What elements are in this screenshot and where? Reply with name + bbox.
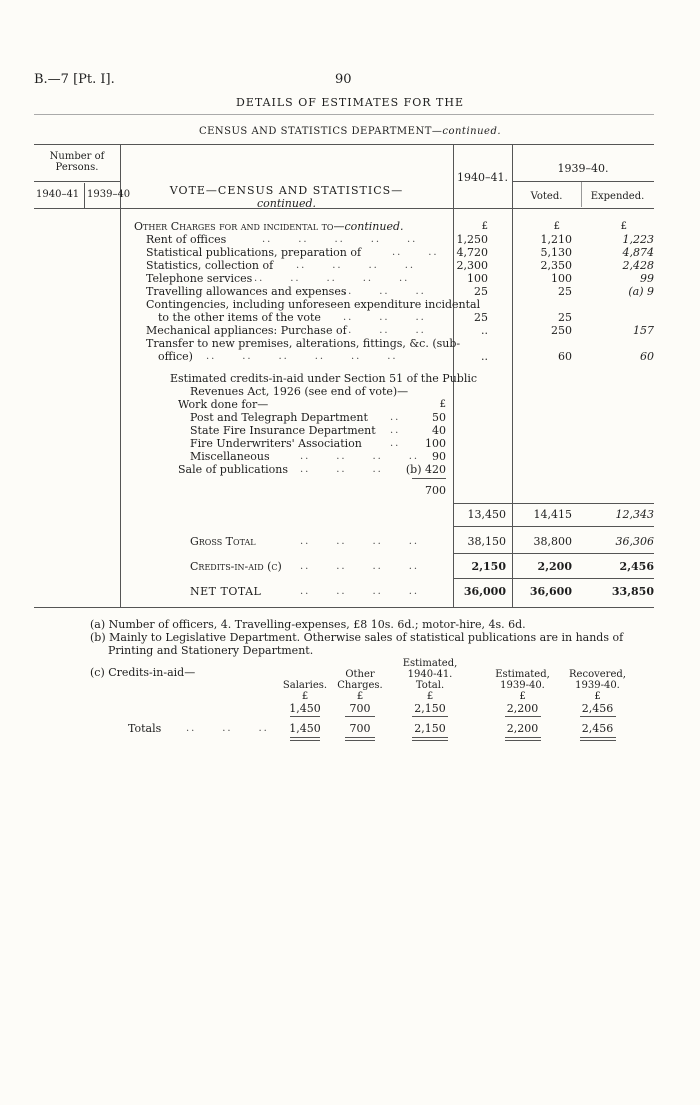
table-cell: 2,150 bbox=[414, 702, 446, 715]
col-header-other-l2: Charges. bbox=[337, 680, 383, 691]
persons-label: Number of Persons. bbox=[49, 151, 105, 173]
item-expended-value: 2,428 bbox=[622, 259, 654, 272]
leader-dots: .. .. .. bbox=[343, 312, 426, 323]
col-header-salaries: Salaries. bbox=[282, 680, 328, 691]
item-expended-value: 4,874 bbox=[622, 246, 654, 259]
currency-voted: £ bbox=[553, 221, 560, 232]
sum-rule bbox=[505, 716, 541, 717]
currency-expended: £ bbox=[620, 221, 627, 232]
item-voted-value: 250 bbox=[551, 324, 572, 337]
sum-rule bbox=[290, 716, 320, 717]
col-header-estimated-l1: Estimated, bbox=[402, 658, 458, 669]
year-1939-header: 1939–40. bbox=[557, 162, 609, 175]
subtotal-top-rule bbox=[453, 503, 654, 504]
table-cell: 700 bbox=[349, 702, 371, 715]
totals-cell: 2,456 bbox=[581, 722, 614, 735]
item-label: Contingencies, including unforeseen expenditure incidental bbox=[146, 298, 481, 311]
item-1940-value: 25 bbox=[474, 311, 488, 324]
vote-title: VOTE—CENSUS AND STATISTICS— bbox=[169, 184, 404, 197]
footnote-b-line1: (b) Mainly to Legislative Department. Otherwise sales of statistical publications are in hands of bbox=[90, 631, 624, 644]
item-label: Statistics, collection of bbox=[146, 259, 274, 272]
col-header-estimated-l3: Total. bbox=[415, 680, 445, 691]
item-1940-value: .. bbox=[481, 350, 488, 363]
leader-dots: .. .. .. bbox=[343, 325, 426, 336]
totals-label: Totals bbox=[128, 722, 162, 735]
table-cell: 1,450 bbox=[289, 702, 321, 715]
leader-dots: .. .. .. .. bbox=[296, 260, 416, 271]
credits-intro-line1: Estimated credits-in-aid under Section 51 of the Public bbox=[170, 372, 478, 385]
pound-sign: £ bbox=[301, 691, 309, 702]
leader-dots: .. bbox=[390, 425, 401, 436]
leader-dots: .. .. .. bbox=[186, 723, 269, 734]
totals-cell: 2,200 bbox=[506, 722, 539, 735]
credits-in-aid-1940: 2,150 bbox=[471, 560, 506, 573]
leader-dots: .. bbox=[390, 412, 401, 423]
leader-dots: .. .. .. .. bbox=[300, 536, 420, 547]
double-rule bbox=[345, 737, 375, 738]
item-voted-value: 25 bbox=[558, 311, 572, 324]
table-top-rule bbox=[34, 144, 654, 145]
credit-entry-value: 90 bbox=[432, 450, 446, 463]
item-1940-value: 4,720 bbox=[456, 246, 488, 259]
item-expended-value: 1,223 bbox=[622, 233, 654, 246]
col-header-est1939-l2: 1939-40. bbox=[500, 680, 545, 691]
item-voted-value: 25 bbox=[558, 285, 572, 298]
item-label: to the other items of the vote bbox=[158, 311, 321, 324]
leader-dots: .. bbox=[390, 438, 401, 449]
col-header-est1939-l1: Estimated, bbox=[495, 669, 550, 680]
double-rule bbox=[290, 737, 320, 738]
credits-pound: £ bbox=[439, 399, 446, 410]
item-label: Travelling allowances and expenses bbox=[146, 285, 347, 298]
voted-header: Voted. bbox=[530, 191, 563, 202]
subtotal-bottom-rule bbox=[453, 526, 654, 527]
item-voted-value: 2,350 bbox=[540, 259, 572, 272]
item-voted-value: 60 bbox=[558, 350, 572, 363]
credit-entry-value: 50 bbox=[432, 411, 446, 424]
department-title bbox=[0, 126, 700, 137]
year-sub-rule bbox=[512, 181, 654, 182]
page-number: 90 bbox=[335, 72, 352, 87]
double-rule bbox=[580, 737, 616, 738]
work-done-label: Work done for— bbox=[178, 398, 269, 411]
leader-dots: .. .. .. bbox=[343, 286, 426, 297]
sum-rule bbox=[345, 716, 375, 717]
item-label: office) bbox=[158, 350, 193, 363]
double-rule bbox=[505, 737, 541, 738]
credits-in-aid-rule bbox=[453, 578, 654, 579]
item-1940-value: 1,250 bbox=[456, 233, 488, 246]
net-total-voted: 36,600 bbox=[529, 585, 572, 598]
leader-dots: .. .. .. .. .. bbox=[262, 234, 418, 245]
net-total-expended: 33,850 bbox=[611, 585, 654, 598]
credits-in-aid-label: Credits-in-aid (c) bbox=[190, 560, 282, 573]
title-rule bbox=[34, 114, 654, 115]
sum-rule bbox=[580, 716, 616, 717]
credits-sum-rule bbox=[412, 478, 446, 479]
leader-dots: .. .. bbox=[392, 247, 439, 258]
item-label: Telephone services bbox=[146, 272, 253, 285]
totals-cell: 2,150 bbox=[414, 722, 446, 735]
credit-entry-label: State Fire Insurance Department bbox=[190, 424, 376, 437]
credit-entry-value: 100 bbox=[425, 437, 446, 450]
vote-continued: continued. bbox=[256, 197, 317, 210]
net-total-label: NET TOTAL bbox=[190, 585, 262, 598]
section-heading-text: Other Charges for and incidental to— bbox=[134, 220, 345, 233]
item-label: Transfer to new premises, alterations, fittings, &c. (sub- bbox=[146, 337, 461, 350]
footnote-c: (c) Credits-in-aid— bbox=[90, 666, 196, 679]
net-total-1940: 36,000 bbox=[463, 585, 506, 598]
item-voted-value: 5,130 bbox=[540, 246, 572, 259]
item-expended-value: 99 bbox=[640, 272, 654, 285]
persons-col-1939: 1939–40 bbox=[87, 189, 131, 200]
sum-rule bbox=[412, 716, 448, 717]
gross-total-expended: 36,306 bbox=[615, 535, 654, 548]
pound-sign: £ bbox=[356, 691, 364, 702]
leader-dots: .. .. .. bbox=[300, 464, 383, 475]
item-1940-value: .. bbox=[481, 324, 488, 337]
leader-dots: .. .. .. .. .. .. bbox=[206, 351, 398, 362]
credits-in-aid-voted: 2,200 bbox=[537, 560, 572, 573]
subtotal-voted: 14,415 bbox=[533, 508, 572, 521]
sale-of-publications-label: Sale of publications bbox=[178, 463, 289, 476]
persons-col-1940: 1940–41 bbox=[36, 189, 80, 200]
leader-dots: .. .. .. .. bbox=[300, 586, 420, 597]
persons-column-divider bbox=[120, 144, 121, 608]
item-1940-value: 25 bbox=[474, 285, 488, 298]
item-1940-value: 2,300 bbox=[456, 259, 488, 272]
section-heading-continued: continued. bbox=[344, 220, 404, 233]
item-label: Mechanical appliances: Purchase of bbox=[146, 324, 347, 337]
page-title: DETAILS OF ESTIMATES FOR THE bbox=[236, 96, 464, 109]
item-expended-value: (a) 9 bbox=[628, 285, 654, 298]
persons-subcolumn-divider bbox=[84, 183, 85, 208]
subtotal-expended: 12,343 bbox=[615, 508, 654, 521]
department-name: CENSUS AND STATISTICS DEPARTMENT— bbox=[198, 126, 443, 137]
double-rule bbox=[505, 740, 541, 741]
credit-entry-label: Fire Underwriters' Association bbox=[190, 437, 362, 450]
double-rule bbox=[412, 740, 448, 741]
gross-total-voted: 38,800 bbox=[533, 535, 572, 548]
item-voted-value: 1,210 bbox=[540, 233, 572, 246]
expended-header: Expended. bbox=[590, 191, 645, 202]
footnote-a: (a) Number of officers, 4. Travelling-expenses, £8 10s. 6d.; motor-hire, 4s. 6d. bbox=[90, 618, 526, 631]
col-header-other-l1: Other bbox=[345, 669, 375, 680]
item-expended-value: 157 bbox=[633, 324, 654, 337]
totals-cell: 700 bbox=[349, 722, 371, 735]
col-header-rec1939-l1: Recovered, bbox=[569, 669, 626, 680]
double-rule bbox=[290, 740, 320, 741]
gross-total-label: Gross Total bbox=[190, 535, 256, 548]
pound-sign: £ bbox=[426, 691, 434, 702]
item-1940-value: 100 bbox=[467, 272, 488, 285]
sale-of-publications-value: (b) 420 bbox=[405, 463, 446, 476]
report-reference: B.—7 [Pt. I]. bbox=[34, 72, 115, 87]
credit-entry-label: Post and Telegraph Department bbox=[190, 411, 368, 424]
table-cell: 2,200 bbox=[506, 702, 539, 715]
col-header-rec1939-l2: 1939-40. bbox=[575, 680, 620, 691]
credits-intro-line2: Revenues Act, 1926 (see end of vote)— bbox=[190, 385, 409, 398]
item-label: Rent of offices bbox=[146, 233, 227, 246]
item-voted-value: 100 bbox=[551, 272, 572, 285]
persons-sub-rule bbox=[34, 181, 120, 182]
table-bottom-rule bbox=[34, 607, 654, 608]
year-1940-header: 1940–41. bbox=[457, 171, 508, 184]
table-cell: 2,456 bbox=[581, 702, 614, 715]
totals-cell: 1,450 bbox=[289, 722, 321, 735]
subtotal-1940: 13,450 bbox=[467, 508, 506, 521]
double-rule bbox=[412, 737, 448, 738]
footnote-b-line2: Printing and Stationery Department. bbox=[108, 644, 314, 657]
item-label: Statistical publications, preparation of bbox=[146, 246, 362, 259]
credit-entry-value: 40 bbox=[432, 424, 446, 437]
currency-1940: £ bbox=[481, 221, 488, 232]
credit-entry-label: Miscellaneous bbox=[190, 450, 270, 463]
pound-sign: £ bbox=[594, 691, 601, 702]
department-continued: continued. bbox=[442, 126, 502, 137]
credits-total: 700 bbox=[425, 484, 446, 497]
leader-dots: .. .. .. .. bbox=[300, 451, 420, 462]
credits-in-aid-expended: 2,456 bbox=[619, 560, 654, 573]
section-heading bbox=[134, 220, 404, 233]
gross-total-1940: 38,150 bbox=[467, 535, 506, 548]
double-rule bbox=[345, 740, 375, 741]
leader-dots: .. .. .. .. .. bbox=[254, 273, 410, 284]
leader-dots: .. .. .. .. bbox=[300, 561, 420, 572]
col-header-estimated-l2: 1940-41. bbox=[407, 669, 453, 680]
gross-total-rule bbox=[453, 553, 654, 554]
item-expended-value: 60 bbox=[640, 350, 654, 363]
pound-sign: £ bbox=[519, 691, 526, 702]
double-rule bbox=[580, 740, 616, 741]
